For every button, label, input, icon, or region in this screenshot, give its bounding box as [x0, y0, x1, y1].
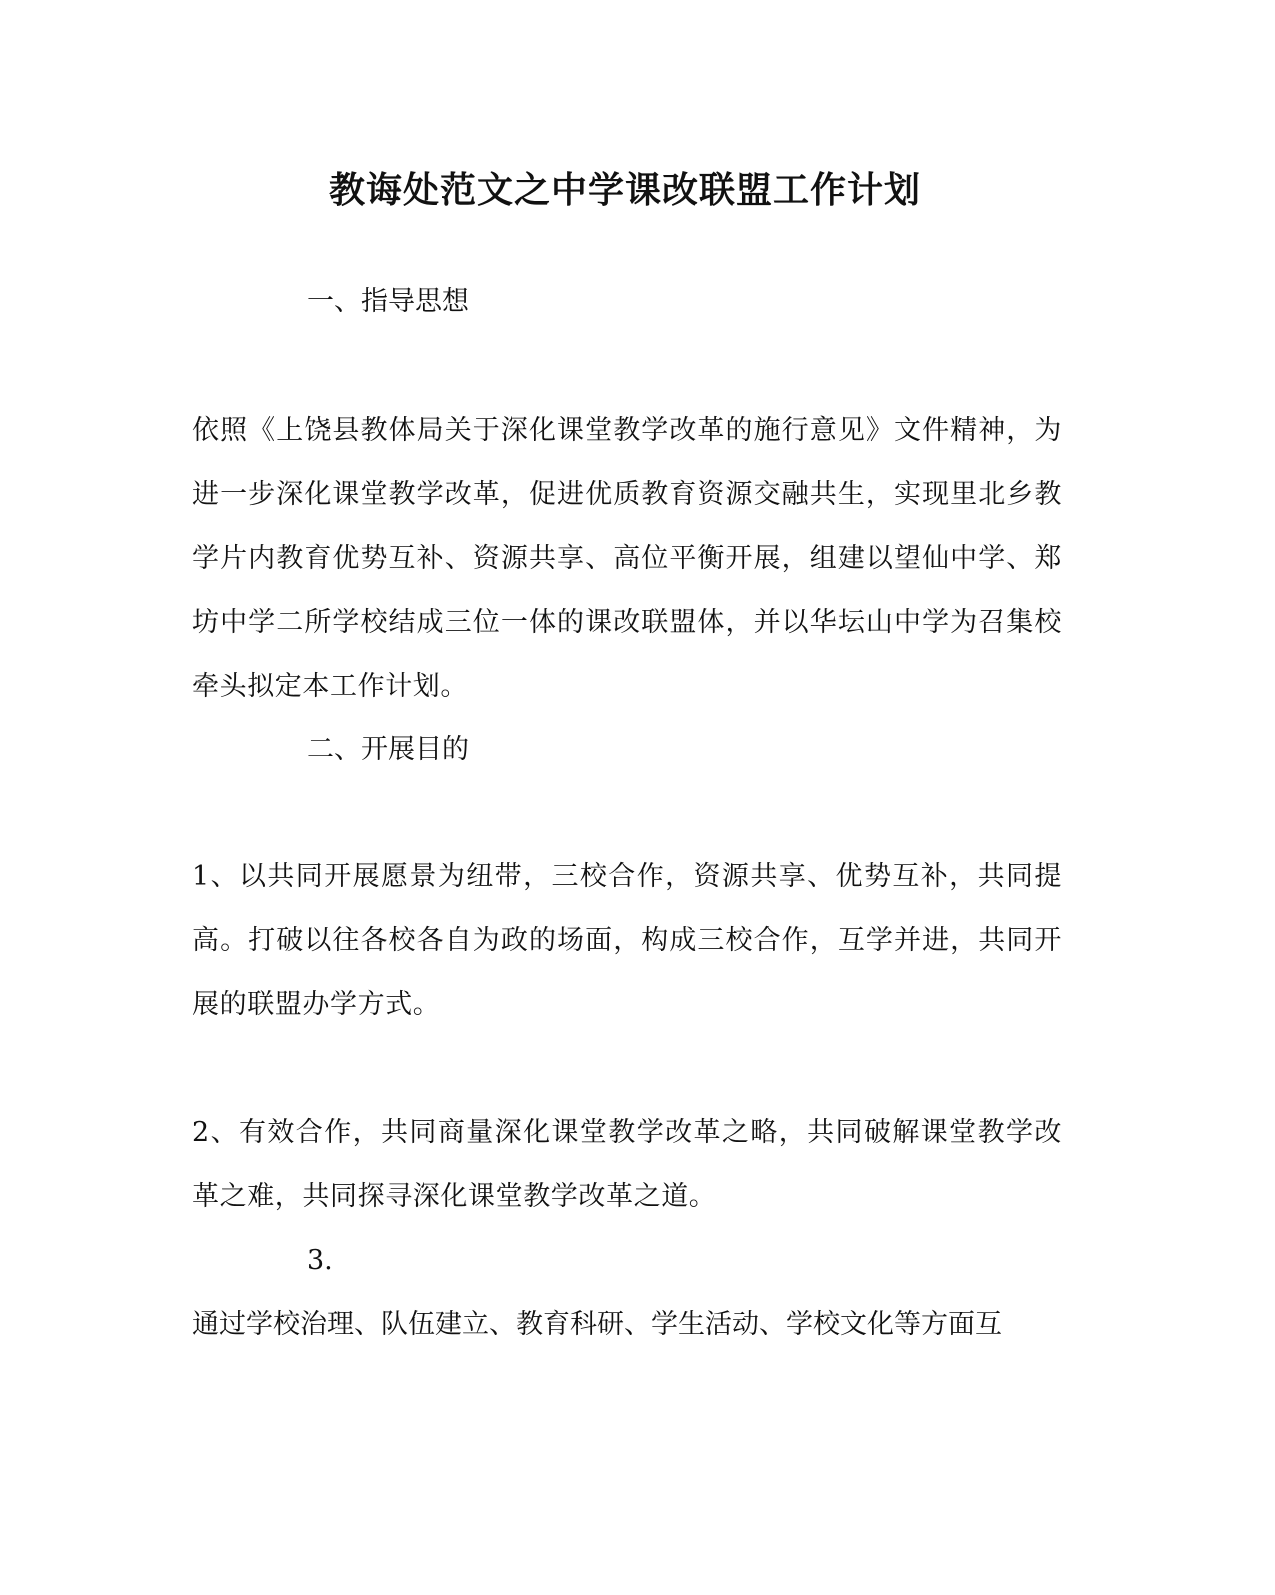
list-item-purpose-3-text: 通过学校治理、队伍建立、教育科研、学生活动、学校文化等方面互 [192, 1309, 1002, 1340]
section-heading-guiding-thought: 一、指导思想 [307, 286, 469, 317]
paragraph-guiding-thought: 依照《上饶县教体局关于深化课堂教学改革的施行意见》文件精神，为进一步深化课堂教学改革，促进优质教育资源交融共生，实现里北乡教学片内教育优势互补、资源共享、高位平衡开展，组建以望仙中学、郑坊中学二所学校结成三位一体的课改联盟体，并以华坛山中学为召集校牵头拟定本工作计划。 [192, 415, 1062, 702]
list-item-purpose-2: 2、有效合作，共同商量深化课堂教学改革之略，共同破解课堂教学改革之难，共同探寻深化课堂教学改革之道。 [192, 1117, 1062, 1212]
document-title: 教诲处范文之中学课改联盟工作计划 [328, 169, 921, 211]
list-item-purpose-1: 1、以共同开展愿景为纽带，三校合作，资源共享、优势互补，共同提高。打破以往各校各自为政的场面，构成三校合作，互学并进，共同开展的联盟办学方式。 [192, 861, 1062, 1020]
list-item-purpose-3-number: 3. [307, 1245, 333, 1276]
section-heading-purpose: 二、开展目的 [307, 734, 469, 765]
